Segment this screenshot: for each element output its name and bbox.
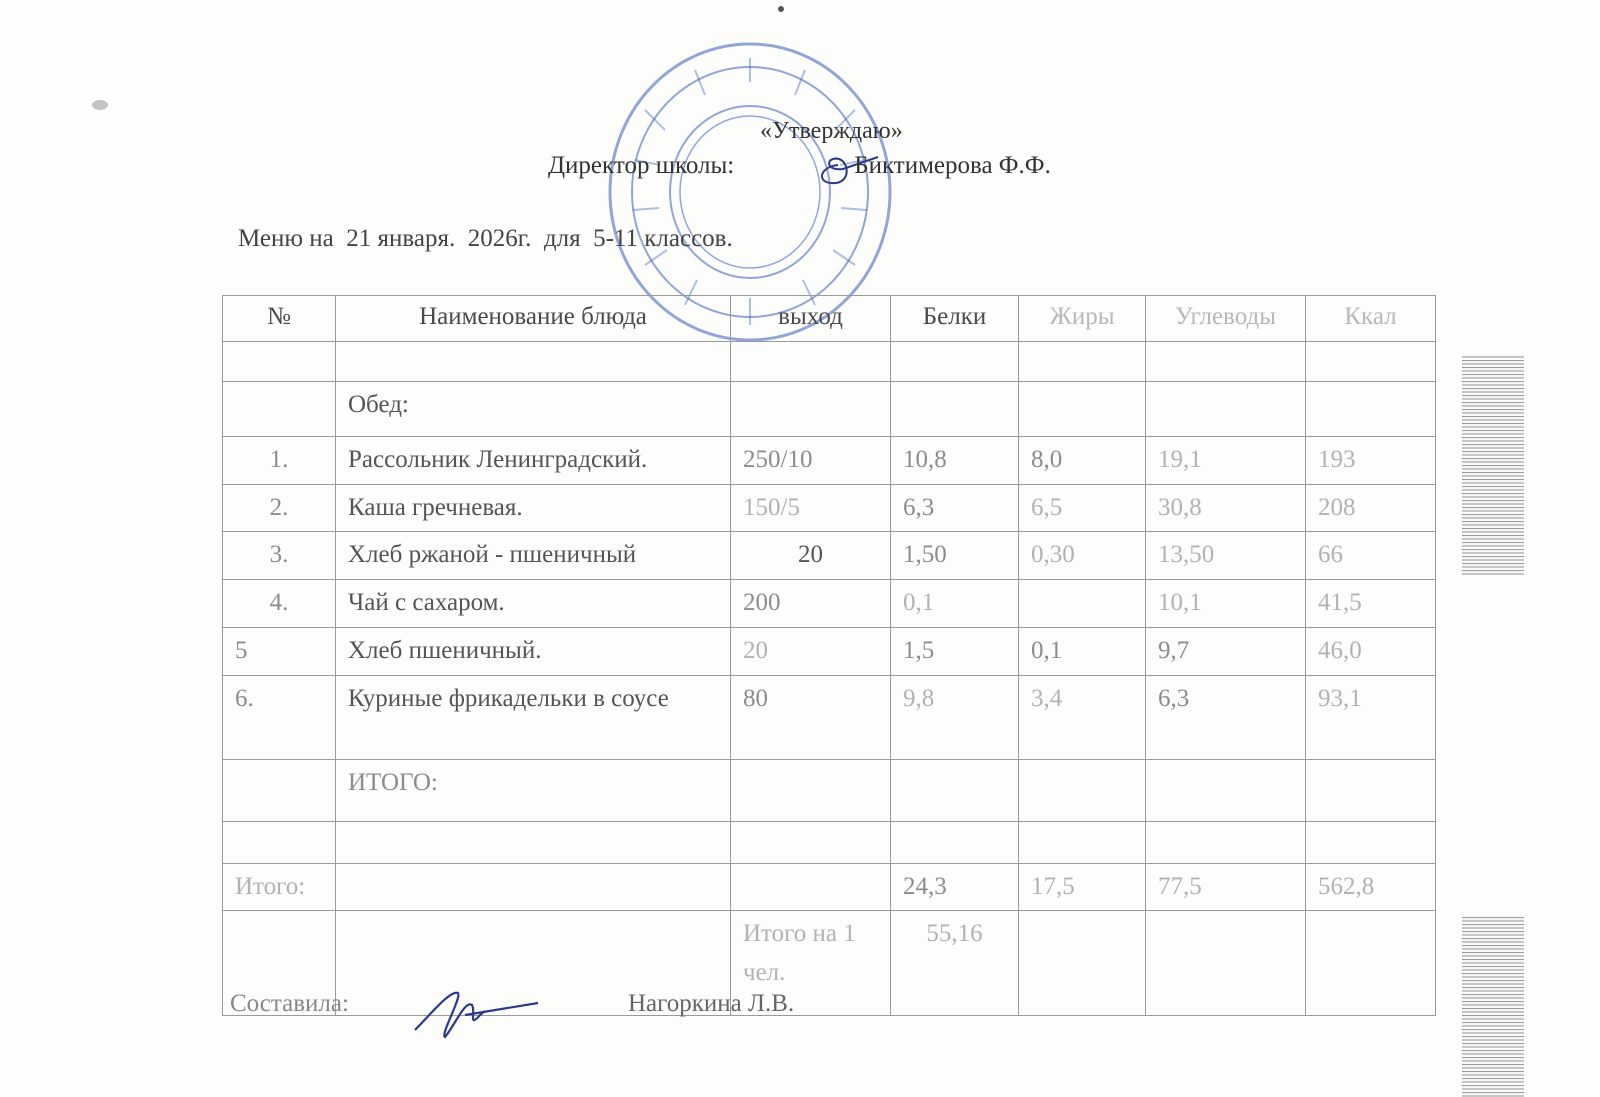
row-fat: 6,5 xyxy=(1019,484,1146,532)
row-fat xyxy=(1019,580,1146,628)
header-cell-kcal: Ккал xyxy=(1306,296,1436,342)
row-fat: 0,30 xyxy=(1019,532,1146,580)
row-kcal: 41,5 xyxy=(1306,580,1436,628)
scan-speck xyxy=(778,6,784,12)
table-row-total xyxy=(223,863,1436,911)
row-carbs: 30,8 xyxy=(1146,484,1306,532)
approval-heading: «Утверждаю» xyxy=(760,118,903,144)
director-label: Директор школы: xyxy=(548,152,735,179)
header-cell-output: выход xyxy=(731,296,891,342)
scan-artifact-strip xyxy=(1462,915,1524,1097)
row-protein: 6,3 xyxy=(891,484,1019,532)
header-cell-dish: Наименование блюда xyxy=(336,296,731,342)
composer-signature xyxy=(410,985,540,1045)
row-kcal: 66 xyxy=(1306,532,1436,580)
menu-title: Меню на 21 января. 2026г. для 5-11 классов. xyxy=(238,225,733,252)
row-number: 1. xyxy=(223,436,336,484)
row-protein: 1,50 xyxy=(891,532,1019,580)
header-cell-number: № xyxy=(223,296,336,342)
table-row xyxy=(223,580,1436,628)
row-protein: 0,1 xyxy=(891,580,1019,628)
table-row xyxy=(223,532,1436,580)
row-carbs: 6,3 xyxy=(1146,675,1306,759)
header-cell-protein: Белки xyxy=(891,296,1019,342)
row-kcal: 46,0 xyxy=(1306,627,1436,675)
row-protein: 1,5 xyxy=(891,627,1019,675)
composer-label: Составила: xyxy=(230,990,349,1017)
per-person-value: 55,16 xyxy=(891,911,1019,1016)
scan-speck xyxy=(92,100,108,110)
row-carbs: 13,50 xyxy=(1146,532,1306,580)
row-dish: Хлеб пшеничный. xyxy=(336,627,731,675)
row-number: 5 xyxy=(223,627,336,675)
total-protein: 24,3 xyxy=(891,863,1019,911)
row-number: 2. xyxy=(223,484,336,532)
row-number: 4. xyxy=(223,580,336,628)
row-output: 250/10 xyxy=(731,436,891,484)
row-dish: Чай с сахаром. xyxy=(336,580,731,628)
table-row-per-person xyxy=(223,911,1436,1016)
table-row xyxy=(223,436,1436,484)
total-kcal: 562,8 xyxy=(1306,863,1436,911)
row-protein: 10,8 xyxy=(891,436,1019,484)
row-output: 200 xyxy=(731,580,891,628)
row-fat: 3,4 xyxy=(1019,675,1146,759)
row-dish: Хлеб ржаной - пшеничный xyxy=(336,532,731,580)
table-row-empty xyxy=(223,821,1436,863)
subtotal-label: ИТОГО: xyxy=(336,759,731,821)
table-row xyxy=(223,484,1436,532)
section-label: Обед: xyxy=(336,381,731,436)
row-output: 20 xyxy=(731,627,891,675)
scan-artifact-strip xyxy=(1462,355,1524,575)
row-kcal: 193 xyxy=(1306,436,1436,484)
table-row xyxy=(223,675,1436,759)
table-row-empty xyxy=(223,341,1436,381)
row-kcal: 93,1 xyxy=(1306,675,1436,759)
row-dish: Куриные фрикадельки в соусе xyxy=(336,675,731,759)
row-carbs: 19,1 xyxy=(1146,436,1306,484)
total-carbs: 77,5 xyxy=(1146,863,1306,911)
header-cell-carbs: Углеводы xyxy=(1146,296,1306,342)
header-cell-fat: Жиры xyxy=(1019,296,1146,342)
menu-table xyxy=(222,295,1436,1016)
total-fat: 17,5 xyxy=(1019,863,1146,911)
table-row-subtotal xyxy=(223,759,1436,821)
row-dish: Каша гречневая. xyxy=(336,484,731,532)
row-fat: 0,1 xyxy=(1019,627,1146,675)
row-output: 150/5 xyxy=(731,484,891,532)
row-output: 20 xyxy=(731,532,891,580)
row-carbs: 9,7 xyxy=(1146,627,1306,675)
total-label: Итого: xyxy=(223,863,336,911)
row-output: 80 xyxy=(731,675,891,759)
row-fat: 8,0 xyxy=(1019,436,1146,484)
per-person-label: Итого на 1 чел. xyxy=(731,911,891,1016)
table-row-section xyxy=(223,381,1436,436)
composer-name: Нагоркина Л.В. xyxy=(628,990,795,1017)
row-number: 3. xyxy=(223,532,336,580)
table-header-row xyxy=(223,296,1436,342)
table-row xyxy=(223,627,1436,675)
director-name: Биктимерова Ф.Ф. xyxy=(854,152,1051,179)
director-line xyxy=(548,152,1051,180)
row-carbs: 10,1 xyxy=(1146,580,1306,628)
row-dish: Рассольник Ленинградский. xyxy=(336,436,731,484)
row-number: 6. xyxy=(223,675,336,759)
row-kcal: 208 xyxy=(1306,484,1436,532)
row-protein: 9,8 xyxy=(891,675,1019,759)
